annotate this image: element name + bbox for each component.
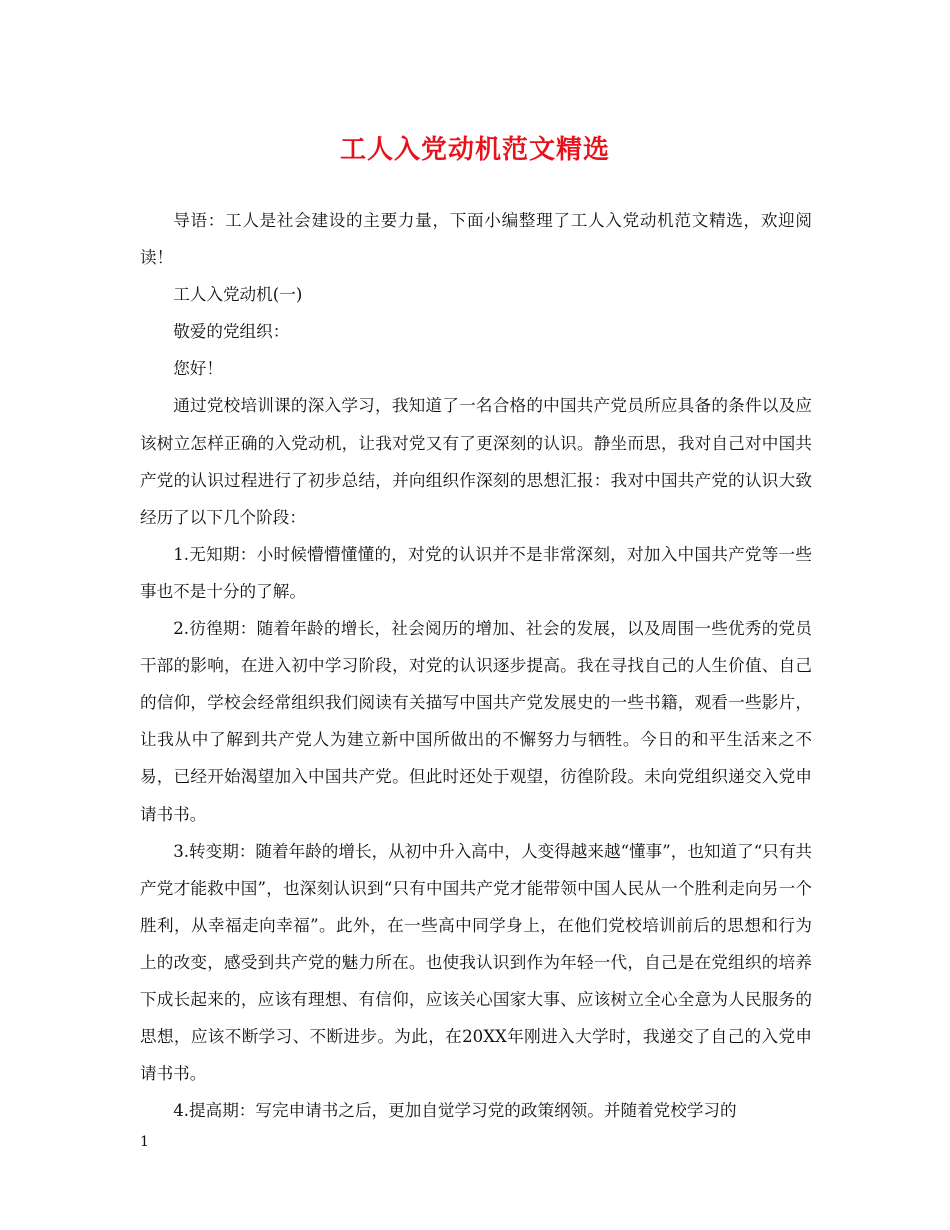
stage-paragraph-4: 4.提高期：写完申请书之后，更加自觉学习党的政策纲领。并随着党校学习的 [173,1101,737,1121]
body-paragraph: 通过党校培训课的深入学习，我知道了一名合格的中国共产党员所应具备的条件以及应该树立怎样正确的入党动机，让我对党又有了更深刻的认识。静坐而思，我对自己对中国共产党的认识过程进行了初步总结，并向组织作深刻的思想汇报：我对中国共产党的认识大致经历了以下几个阶段： [140,396,812,527]
stage-paragraph-2: 2.彷徨期：随着年龄的增长，社会阅历的增加、社会的发展，以及周围一些优秀的党员干部的影响，在进入初中学习阶段，对党的认识逐步提高。我在寻找自己的人生价值、自己的信仰，学校会经常组织我们阅读有关描写中国共产党发展史的一些书籍，观看一些影片，让我从中了解到共产党人为建立新中国所做出的不懈努力与牺牲。今日的和平生活来之不易，已经开始渴望加入中国共产党。但此时还处于观望，彷徨阶段。未向党组织递交入党申请书书。 [140,619,812,824]
document-body [140,202,812,1129]
page-number: 1 [140,1134,149,1150]
intro-paragraph: 导语：工人是社会建设的主要力量，下面小编整理了工人入党动机范文精选，欢迎阅读！ [140,211,812,268]
salutation: 敬爱的党组织： [173,322,290,342]
greeting: 您好！ [173,359,223,379]
document-title: 工人入党动机范文精选 [339,135,610,165]
stage-paragraph-3: 3.转变期：随着年龄的增长，从初中升入高中，人变得越来越“懂事”，也知道了“只有共产党才能救中国”，也深刻认识到“只有中国共产党才能带领中国人民从一个胜利走向另一个胜利，从幸福走向幸福”。此外，在一些高中同学身上，在他们党校培训前后的思想和行为上的改变，感受到共产党的魅力所在。也使我认识到作为年轻一代，自己是在党组织的培养下成长起来的，应该有理想、有信仰，应该关心国家大事、应该树立全心全意为人民服务的思想，应该不断学习、不断进步。为此，在20XX年刚进入大学时，我递交了自己的入党申请书书。 [140,841,812,1084]
stage-paragraph-1: 1.无知期：小时候懵懵懂懂的，对党的认识并不是非常深刻，对加入中国共产党等一些事也不是十分的了解。 [140,544,812,601]
section-heading: 工人入党动机(一) [173,285,303,305]
